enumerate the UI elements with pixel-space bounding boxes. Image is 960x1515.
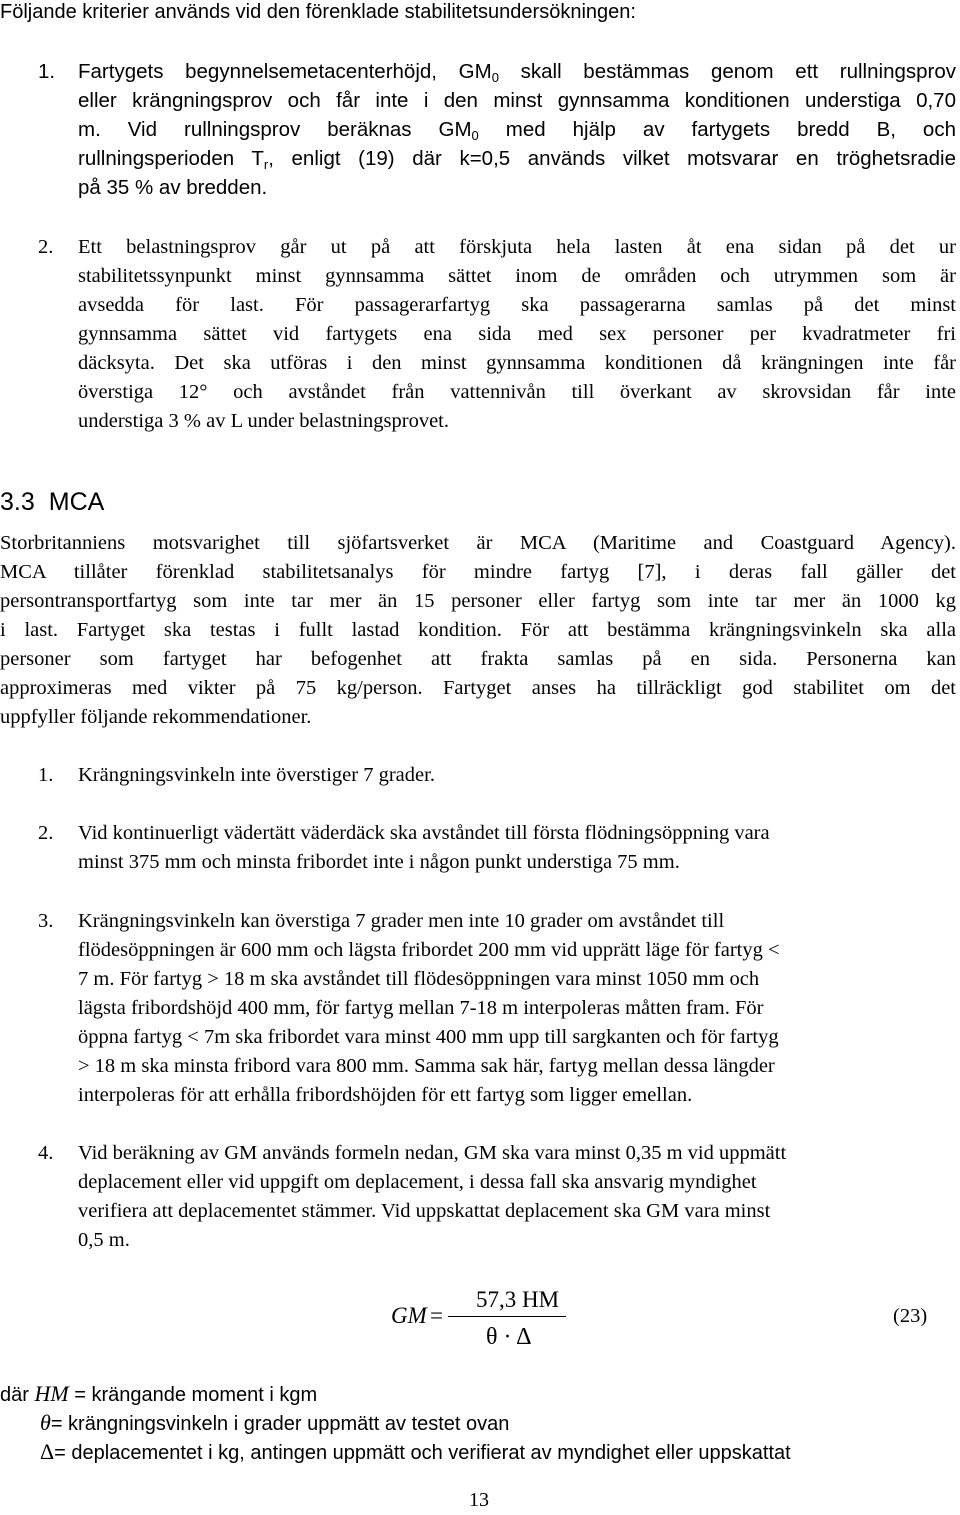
list2-item4-line2: deplacement eller vid uppgift om deplacement, i dessa fall ska ansvarig myndighet [78,1171,757,1193]
list1-item2-line6: överstiga 12° och avståndet från vattennivån till överkant av skrovsidan får inte [78,381,956,403]
list2-item4-line3: verifiera att deplacementet stämmer. Vid uppskattat deplacement ska GM vara minst [78,1200,771,1222]
list2-item3-line6: > 18 m ska minsta fribord vara 800 mm. Samma sak här, fartyg mellan dessa längder [78,1055,775,1077]
paragraph-line-1: Storbritanniens motsvarighet till sjöfartsverket är MCA (Maritime and Coastguard Agency). [0,532,956,554]
formula-numerator: 57,3 HM [476,1287,560,1312]
section-heading [0,488,104,517]
symbol-theta: θ [40,1410,51,1435]
formula-equals: = [430,1303,443,1328]
list1-item1-number: 1. [38,60,56,83]
formula-denominator: θ · Δ [486,1324,532,1350]
list1-item2-line4: gynnsamma sättet vid fartygets ena sida med sex personer per kvadratmeter fri [78,323,956,345]
list2-item2-number: 2. [38,822,54,844]
definition-theta: θ= krängningsvinkeln i grader uppmätt av testet ovan [40,1410,510,1435]
list2-item3-line1: Krängningsvinkeln kan överstiga 7 grader men inte 10 grader om avståndet till [78,910,725,932]
list2-item3-line7: interpoleras för att erhålla fribordshöjden för ett fartyg som ligger emellan. [78,1084,693,1106]
paragraph-line-4: i last. Fartyget ska testas i fullt lastad kondition. För att bestämma krängningsvinkeln ska alla [0,619,956,641]
list1-item1-line3: m. Vid rullningsprov beräknas $GM_0$ med hjälp av fartygets bredd B, och [78,118,956,143]
page-number: 13 [469,1489,489,1511]
list2-item3-line2: flödesöppningen är 600 mm och lägsta fribordet 200 mm vid upprätt läge för fartyg < [78,939,780,961]
symbol-delta: Δ [40,1439,55,1464]
list1-item2-number: 2. [38,236,54,258]
list1-item2-line1: Ett belastningsprov går ut på att förskjuta hela lasten åt ena sidan på det ur [78,236,956,258]
list1-item1-line1: Fartygets begynnelsemetacenterhöjd, $GM_0$ skall bestämmas genom ett rullningsprov [78,60,956,85]
paragraph-line-2: MCA tillåter förenklad stabilitetsanalys för mindre fartyg [7], i deras fall gäller det [0,561,956,583]
list1-item2-line3: avsedda för last. För passagerarfartyg ska passagerarna samlas på det minst [78,294,956,316]
section-title: MCA [48,488,105,516]
list2-item1-line1: Krängningsvinkeln inte överstiger 7 grader. [78,764,435,786]
list2-item2-line1: Vid kontinuerligt vädertätt väderdäck ska avståndet till första flödningsöppning vara [78,822,770,844]
list1-item1-line5: på 35 % av bredden. [78,176,268,199]
section-number: 3.3 [0,488,35,516]
list2-item4-line4: 0,5 m. [78,1229,130,1251]
equation-number: (23) [893,1305,928,1327]
paragraph-line-5: personer som fartyget har befogenhet att frakta samlas på en sida. Personerna kan [0,648,956,670]
list2-item4-number: 4. [38,1142,54,1164]
list1-item1-line4: rullningsperioden $T_r$, enligt (19) där k=0,5 används vilket motsvarar en tröghetsradie [78,147,956,172]
list2-item3-number: 3. [38,910,54,932]
paragraph-line-7: uppfyller följande rekommendationer. [0,706,312,728]
list1-item1-line2: eller krängningsprov och får inte i den minst gynnsamma konditionen understiga 0,70 [78,89,956,112]
list1-item2-line5: däcksyta. Det ska utföras i den minst gynnsamma konditionen då krängningen inte får [78,352,956,374]
formula-lhs: GM [391,1303,427,1328]
list2-item3-line5: öppna fartyg < 7m ska fribordet vara minst 400 mm upp till sargkanten och för fartyg [78,1026,779,1048]
list1-item2-line7: understiga 3 % av L under belastningsprovet. [78,410,449,432]
list2-item3-line4: lägsta fribordshöjd 400 mm, för fartyg mellan 7-18 m interpoleras måtten fram. För [78,997,764,1019]
list1-item2-line2: stabilitetssynpunkt minst gynnsamma sättet inom de områden och utrymmen som är [78,265,956,287]
definition-delta: Δ= deplacementet i kg, antingen uppmätt och verifierat av myndighet eller uppskattat [40,1439,791,1464]
intro-text: Följande kriterier används vid den förenklade stabilitetsundersökningen: [0,1,636,23]
definition-hm: där HM = krängande moment i kgm [0,1381,318,1406]
list2-item3-line3: 7 m. För fartyg > 18 m ska avståndet till flödesöppningen vara minst 1050 mm och [78,968,760,990]
paragraph-line-3: persontransportfartyg som inte tar mer än 15 personer eller fartyg som inte tar mer än 1000 kg [0,590,956,612]
symbol-hm: HM [34,1381,69,1406]
list2-item2-line2: minst 375 mm och minsta fribordet inte i någon punkt understiga 75 mm. [78,851,680,873]
paragraph-line-6: approximeras med vikter på 75 kg/person. Fartyget anses ha tillräckligt god stabilitet om det [0,677,956,699]
list2-item4-line1: Vid beräkning av GM används formeln nedan, GM ska vara minst 0,35 m vid uppmätt [78,1142,787,1164]
fraction-bar [448,1316,566,1317]
list2-item1-number: 1. [38,764,54,786]
